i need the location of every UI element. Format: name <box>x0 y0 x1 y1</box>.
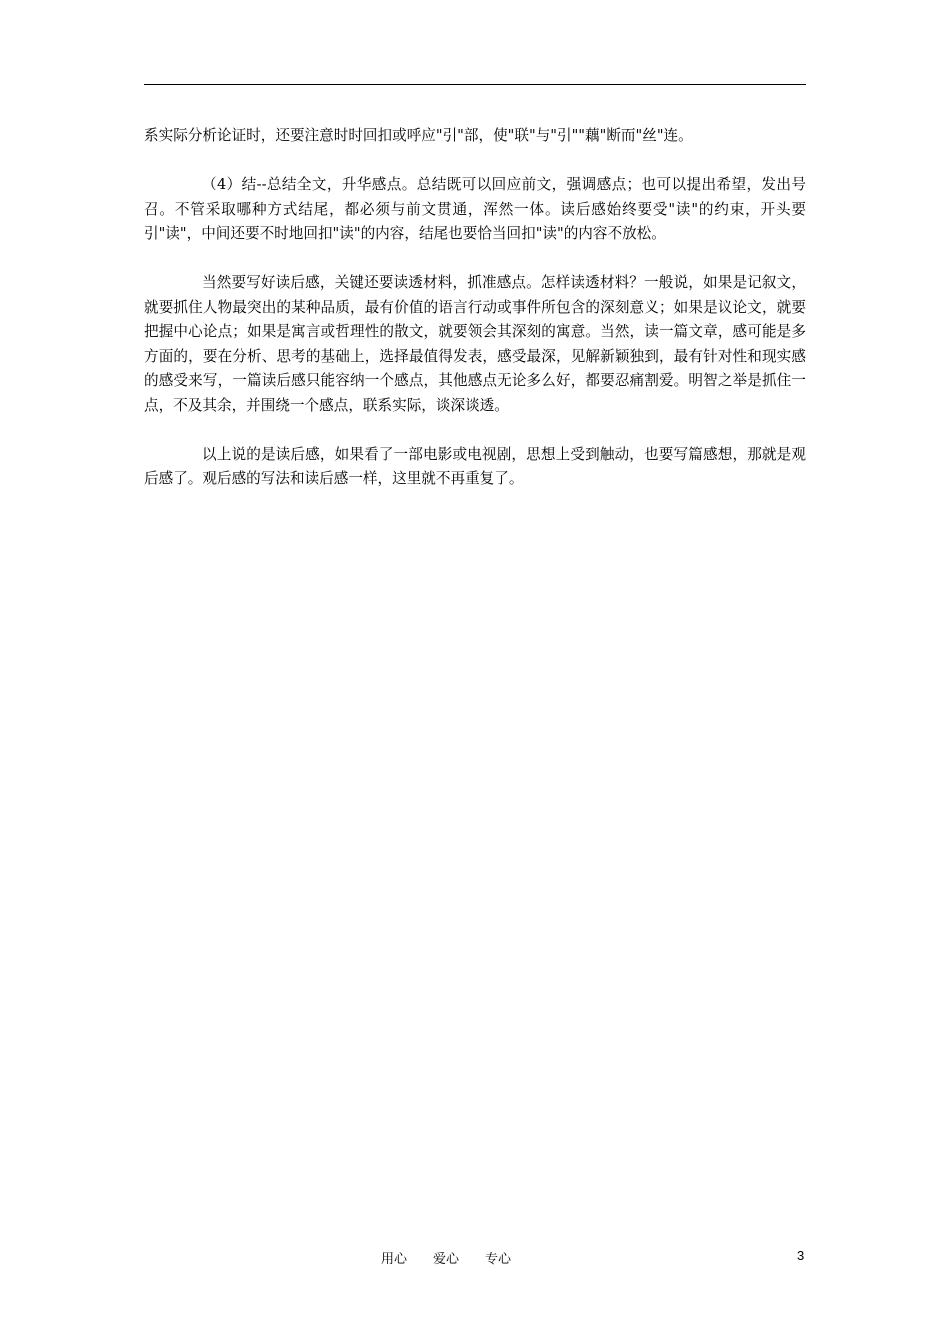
paragraph-viewing-reflection: 以上说的是读后感，如果看了一部电影或电视剧，思想上受到触动，也要写篇感想，那就是观后感了。观后感的写法和读后感一样，这里就不再重复了。 <box>144 445 806 487</box>
paragraph-continuation: 系实际分析论证时，还要注意时时回扣或呼应"引"部，使"联"与"引""藕"断而"丝"连。 <box>144 127 693 144</box>
page-number: 3 <box>797 1248 805 1263</box>
footer-motto: 用心 爱心 专心 <box>381 1252 512 1267</box>
page-footer <box>0 1248 950 1268</box>
document-body <box>144 124 806 516</box>
header-rule <box>144 84 806 85</box>
paragraph-conclusion-method: （4）结--总结全文，升华感点。总结既可以回应前文，强调感点；也可以提出希望，发出号召。不管采取哪种方式结尾，都必须与前文贯通，浑然一体。读后感始终要受"读"的约束，开头要引"读"，中间还要不时地回扣"读"的内容，结尾也要恰当回扣"读"的内容不放松。 <box>144 176 806 242</box>
paragraph-reading-material: 当然要写好读后感，关键还要读透材料，抓准感点。怎样读透材料？一般说，如果是记叙文，就要抓住人物最突出的某种品质，最有价值的语言行动或事件所包含的深刻意义；如果是议论文，就要把握中心论点；如果是寓言或哲理性的散文，就要领会其深刻的寓意。当然，读一篇文章，感可能是多方面的，要在分析、思考的基础上，选择最值得发表，感受最深，见解新颖独到，最有针对性和现实感的感受来写，一篇读后感只能容纳一个感点，其他感点无论多么好，都要忍痛割爱。明智之举是抓住一点，不及其余，并围绕一个感点，联系实际，谈深谈透。 <box>144 274 806 414</box>
